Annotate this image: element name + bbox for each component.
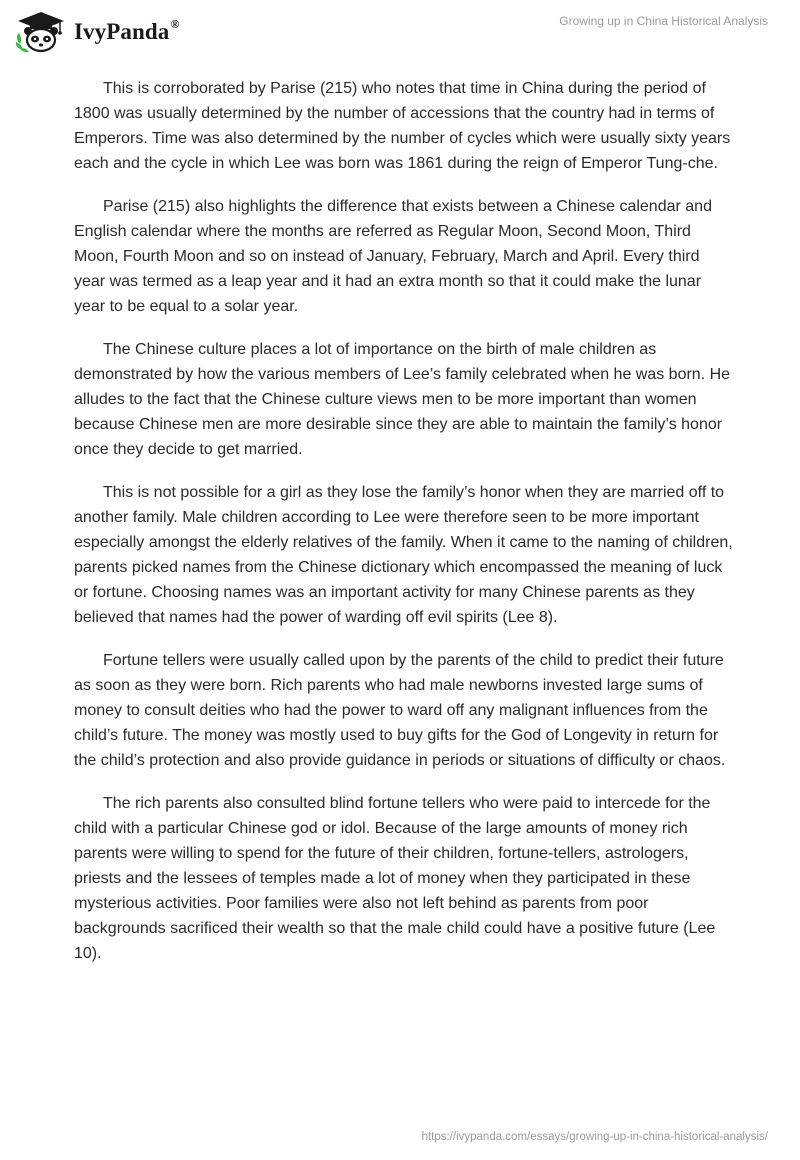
essay-body (74, 76, 734, 984)
paragraph: Fortune tellers were usually called upon by the parents of the child to predict their future as soon as they were born. Rich parents who had male newborns invested large sums of money to consult deities who had the power to ward off any malignant influences from the child’s future. The money was mostly used to buy gifts for the God of Longevity in return for the child’s protection and also provide guidance in periods or situations of difficulty or chaos. (74, 652, 726, 769)
page-header (0, 0, 800, 64)
paragraph: Parise (215) also highlights the difference that exists between a Chinese calendar and English calendar where the months are referred as Regular Moon, Second Moon, Third Moon, Fourth Moon and so on instead of January, February, March and April. Every third year was termed as a leap year and it had an extra month so that it could make the lunar year to be equal to a solar year. (74, 198, 712, 315)
brand-name: IvyPanda® (74, 17, 180, 44)
panda-graduation-cap-logo-icon (14, 10, 68, 54)
source-url[interactable]: https://ivypanda.com/essays/growing-up-in-china-historical-analysis/ (421, 1131, 768, 1143)
ivypanda-logo[interactable] (14, 10, 179, 54)
paragraph: The Chinese culture places a lot of importance on the birth of male children as demonstrated by how the various members of Lee’s family celebrated when he was born. He alludes to the fact that the Chinese culture views men to be more important than women because Chinese men are more desirable since they are able to maintain the family’s honor once they decide to get married. (74, 341, 731, 458)
document-title: Growing up in China Historical Analysis (559, 14, 768, 28)
paragraph: This is not possible for a girl as they lose the family’s honor when they are married off to another family. Male children according to Lee were therefore seen to be more important especially amongst the elderly relatives of the family. When it came to the naming of children, parents picked names from the Chinese dictionary which encompassed the meaning of luck or fortune. Choosing names was an important activity for many Chinese parents as they believed that names had the power of warding off evil spirits (Lee 8). (74, 484, 733, 626)
paragraph: This is corroborated by Parise (215) who notes that time in China during the period of 1800 was usually determined by the number of accessions that the country had in terms of Emperors. Time was also determined by the number of cycles which were usually sixty years each and the cycle in which Lee was born was 1861 during the reign of Emperor Tung-che. (74, 80, 731, 172)
registered-mark: ® (170, 17, 180, 32)
paragraph: The rich parents also consulted blind fortune tellers who were paid to intercede for the child with a particular Chinese god or idol. Because of the large amounts of money rich parents were willing to spend for the future of their children, fortune-tellers, astrologers, priests and the lessees of temples made a lot of money when they participated in these mysterious activities. Poor families were also not left behind as parents from poor backgrounds sacrificed their wealth so that the male child could have a positive future (Lee 10). (74, 795, 716, 962)
